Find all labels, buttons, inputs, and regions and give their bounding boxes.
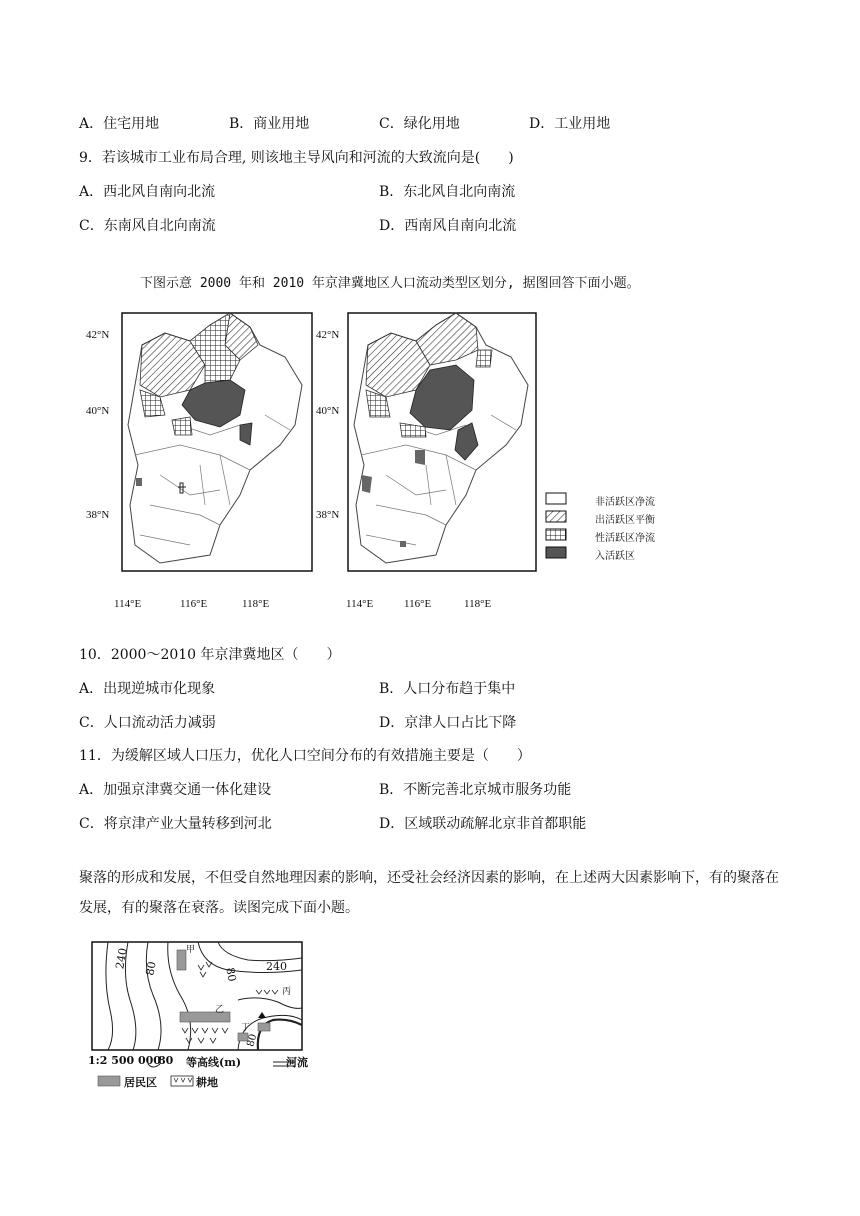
q10-option-d: D．京津人口占比下降 [379, 715, 517, 731]
map-2010 [348, 313, 536, 571]
population-flow-maps [80, 305, 700, 615]
q8-options [79, 113, 679, 133]
lon-label-118-left: 118°E [242, 598, 270, 610]
contour-label-240-left: 240 [113, 947, 130, 970]
q9-option-b: B．东北风自北向南流 [379, 184, 516, 200]
q8-option-c: C．绿化用地 [379, 116, 460, 132]
q10-option-b: B．人口分布趋于集中 [379, 681, 516, 697]
lat-label-40-left: 40°N [86, 405, 110, 417]
q9-option-d: D．西南风自南向北流 [379, 218, 517, 234]
q8-option-d: D．工业用地 [529, 116, 611, 132]
q11-option-a: A．加强京津冀交通一体化建设 [79, 782, 272, 798]
legend-contour-value: 80 [158, 1054, 174, 1067]
legend-label-4: 入活跃区 [595, 551, 635, 562]
place-ding: 丁 [241, 1023, 251, 1033]
q9-stem: 9．若该城市工业布局合理, 则该地主导风向和河流的大致流向是( ) [79, 150, 514, 166]
q11-option-c: C．将京津产业大量转移到河北 [79, 816, 272, 832]
contour-label-240-right: 240 [266, 960, 287, 973]
contour-label-80-bottom: 80 [245, 1032, 260, 1049]
lat-label-40-right: 40°N [316, 405, 340, 417]
legend-label-1: 非活跃区净流 [595, 497, 655, 508]
map-scale: 1:2 500 000 [88, 1054, 161, 1067]
lat-label-38-left: 38°N [86, 509, 110, 521]
settlement-intro: 聚落的形成和发展，不但受自然地理因素的影响，还受社会经济因素的影响，在上述两大因素影响下，有的聚落在发展，有的聚落在衰落。读图完成下面小题。 [79, 870, 779, 916]
q10-stem: 10．2000～2010 年京津冀地区（ ） [79, 647, 341, 663]
q9-options-row2 [79, 215, 679, 235]
place-jia: 甲 [186, 945, 196, 955]
legend-label-3: 性活跃区净流 [595, 533, 655, 544]
q11-options-row1 [79, 779, 679, 799]
lon-label-116-left: 116°E [180, 598, 208, 610]
q10-options-row1 [79, 678, 679, 698]
legend-contour-label: 等高线(m) [186, 1056, 242, 1069]
contour-label-80-mid: 80 [223, 966, 239, 983]
q11-option-d: D．区域联动疏解北京非首都职能 [379, 816, 587, 832]
q10-option-c: C．人口流动活力减弱 [79, 715, 216, 731]
q10-option-a: A．出现逆城市化现象 [79, 681, 216, 697]
q9-options-row1 [79, 181, 679, 201]
place-bing: 丙 [282, 987, 292, 997]
lon-label-114-left: 114°E [114, 598, 142, 610]
q9-option-a: A．西北风自南向北流 [79, 184, 216, 200]
settlement-map [88, 940, 318, 1092]
legend-label-2: 出活跃区平衡 [595, 515, 655, 526]
lon-label-118-right: 118°E [464, 598, 492, 610]
lon-label-114-right: 114°E [346, 598, 374, 610]
maps-intro: 下图示意 2000 年和 2010 年京津冀地区人口流动类型区划分, 据图回答下面小题。 [140, 276, 640, 291]
place-yi: 乙 [215, 1005, 225, 1015]
map-2000 [122, 313, 312, 571]
legend-residential-label: 居民区 [124, 1076, 157, 1089]
contour-label-80-left: 80 [143, 960, 159, 977]
lat-label-42-right: 42°N [316, 329, 340, 341]
q10-options-row2 [79, 712, 679, 732]
legend-river-label: 河流 [286, 1056, 308, 1069]
q11-option-b: B．不断完善北京城市服务功能 [379, 782, 572, 798]
q8-option-a: A．住宅用地 [79, 116, 160, 132]
q11-options-row2 [79, 813, 679, 833]
lat-label-42-left: 42°N [86, 329, 110, 341]
q11-stem: 11．为缓解区域人口压力，优化人口空间分布的有效措施主要是（ ） [79, 748, 531, 764]
legend-farmland-label: 耕地 [196, 1076, 218, 1089]
q8-option-b: B．商业用地 [229, 116, 310, 132]
lon-label-116-right: 116°E [404, 598, 432, 610]
lat-label-38-right: 38°N [316, 509, 340, 521]
q9-option-c: C．东南风自北向南流 [79, 218, 216, 234]
